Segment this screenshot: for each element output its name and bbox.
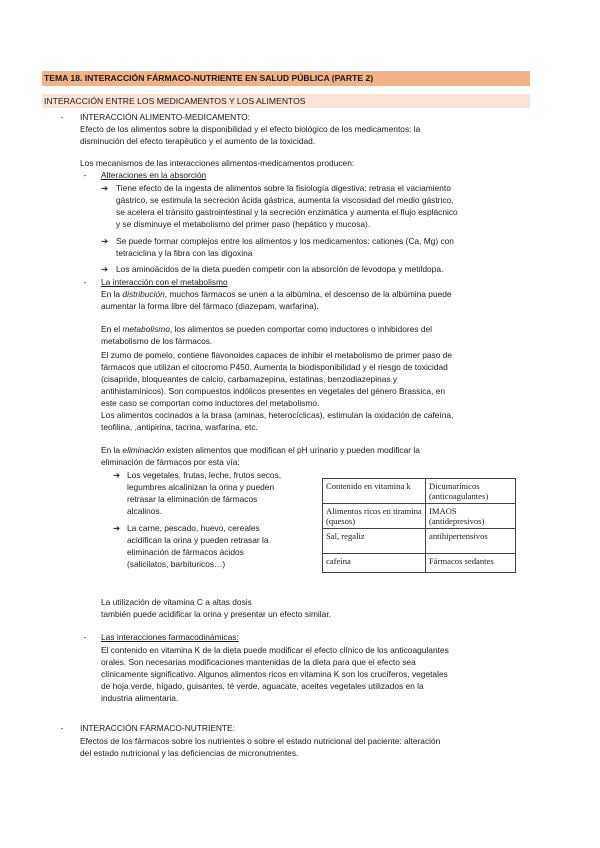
s1-line: Efecto de los alimentos sobre la disponibilidad y el efecto biológico de los medicamentos: la bbox=[80, 124, 421, 134]
table-cell: cafeína bbox=[323, 554, 426, 573]
arrow-bullet-icon: ➔ bbox=[101, 264, 109, 274]
eliminacion-e2-line: acidifican la orina y pueden retrasar la bbox=[127, 535, 269, 545]
absorcion-a1-line: se acelera el tránsito gastrointestinal y la secreción enzimática y aumenta el flujo esplácnico bbox=[116, 207, 458, 217]
absorcion-a1-line: y se disminuye el metabolismo del primer paso (hepático y mucosa). bbox=[116, 219, 371, 229]
arrow-bullet-icon: ➔ bbox=[101, 183, 109, 193]
eliminacion-e2-line: eliminación de fármacos ácidos bbox=[127, 547, 244, 557]
pomelo-line: teofilina, ,antipirina, tacrina, warfarina, etc. bbox=[101, 422, 258, 432]
page-title: TEMA 18. INTERACCIÓN FÁRMACO-NUTRIENTE EN SALUD PÚBLICA (PARTE 2) bbox=[42, 71, 530, 86]
eliminacion-line: eliminación de fármacos por esta vía: bbox=[101, 457, 240, 467]
s2-heading: INTERACCIÓN FÁRMACO-NUTRIENTE: bbox=[80, 723, 235, 733]
table-row bbox=[323, 504, 516, 529]
interaction-table bbox=[322, 478, 516, 573]
mechanisms-intro: Los mecanismos de las interacciones alimentos-medicamentos producen: bbox=[80, 158, 355, 168]
absorcion-heading: Alteraciones en la absorción bbox=[101, 170, 207, 180]
absorcion-a3: Los aminoácidos de la dieta pueden competir con la absorción de levodopa y metildopa. bbox=[116, 264, 444, 274]
table-cell: Alimentos ricos en tiramina (quesos) bbox=[323, 504, 426, 529]
table-cell: IMAOS (antidepresivos) bbox=[426, 504, 516, 529]
pomelo-line: fármacos que utilizan el citocromo P450. Aumenta la biodisponibilidad y el riesgo de toxicidad bbox=[101, 362, 448, 372]
pomelo-line: Los alimentos cocinados a la brasa (aminas, heterocíclicas), estimulan la oxidación de cafeína, bbox=[101, 410, 454, 420]
eliminacion-e1-line: retrasar la eliminación de fármacos bbox=[127, 494, 258, 504]
section-header: INTERACCIÓN ENTRE LOS MEDICAMENTOS Y LOS ALIMENTOS bbox=[42, 94, 530, 108]
pomelo-line: El zumo de pomelo, contiene flavonoides capaces de inhibir el metabolismo de primer paso de bbox=[101, 350, 453, 360]
dash-bullet: - bbox=[60, 112, 64, 122]
absorcion-a1-line: gástrico, se estimula la secreción ácida gástrica, aumenta la viscosidad del medio gástrico, bbox=[116, 195, 454, 205]
table-cell: Fármacos sedantes bbox=[426, 554, 516, 573]
s2-line: del estado nutricional y las deficiencias de micronutrientes. bbox=[80, 748, 299, 758]
vitamina-c-line: La utilización de vitamina C a altas dosis bbox=[101, 597, 252, 607]
eliminacion-e1-line: legumbres alcalinizan la orina y pueden bbox=[127, 482, 275, 492]
eliminacion-e2-line: (salicilatos, barbituricos…) bbox=[127, 559, 226, 569]
dash-bullet: - bbox=[83, 170, 87, 180]
arrow-bullet-icon: ➔ bbox=[113, 470, 121, 480]
table-row bbox=[323, 529, 516, 554]
metabolismo-heading: La interacción con el metabolismo bbox=[101, 277, 228, 287]
s2-line: Efectos de los fármacos sobre los nutrientes o sobre el estado nutricional del paciente: alteración bbox=[80, 736, 441, 746]
dash-bullet: - bbox=[83, 277, 87, 287]
table-cell: Contenido en vitamina k bbox=[323, 479, 426, 504]
eliminacion-e2-line: La carne, pescado, huevo, cereales bbox=[127, 523, 260, 533]
table-cell: Sal, regaliz bbox=[323, 529, 426, 554]
vitamina-c-line: también puede acidificar la orina y presentar un efecto similar. bbox=[101, 609, 331, 619]
distribucion-line: En la distribución, muchos fármacos se unen a la albúmina, el descenso de la albúmina puede bbox=[101, 289, 452, 299]
distribucion-line: aumentar la forma libre del fármaco (diazepam, warfarina). bbox=[101, 301, 319, 311]
metabolismo-line: En el metabolismo, los alimentos se pueden comportar como inductores o inhibidores del bbox=[101, 324, 433, 334]
dash-bullet: - bbox=[60, 723, 64, 733]
table-row bbox=[323, 479, 516, 504]
table-cell: Dicumarínicos (anticoagulantes) bbox=[426, 479, 516, 504]
s1-line: disminución del efecto terapéutico y el aumento de la toxicidad. bbox=[80, 136, 316, 146]
absorcion-a1-line: Tiene efecto de la ingesta de alimentos sobre la fisiología digestiva: retrasa el vaciamiento bbox=[116, 183, 451, 193]
farmacodinamicas-line: orales. Son necesarias modificaciones mantenidas de la dieta para que el efecto sea bbox=[101, 657, 416, 667]
pomelo-line: antihistamínicos). Son compuestos indólicos presentes en vegetales del género Brassica, en bbox=[101, 386, 446, 396]
table-row bbox=[323, 554, 516, 573]
table-cell: antihipertensivos bbox=[426, 529, 516, 554]
absorcion-a2-line: tetraciclina y la fibra con las digoxina bbox=[116, 248, 253, 258]
farmacodinamicas-heading: Las interacciones farmacodinámicas: bbox=[101, 632, 239, 642]
dash-bullet: - bbox=[83, 632, 87, 642]
metabolismo-line: metabolismo de los fármacos. bbox=[101, 336, 213, 346]
farmacodinamicas-line: clínicamente significativo. Algunos alimentos ricos en vitamina K son los crucíferos, vegetales bbox=[101, 669, 448, 679]
s1-heading: INTERACCIÓN ALIMENTO-MEDICAMENTO: bbox=[80, 112, 250, 122]
eliminacion-e1-line: alcalinos. bbox=[127, 506, 162, 516]
pomelo-line: (cisapride, bloqueantes de calcio, carbamazepina, estatinas, benzodiazepinas y bbox=[101, 374, 398, 384]
eliminacion-line: En la eliminación existen alimentos que modifican el pH urinario y pueden modificar la bbox=[101, 445, 420, 455]
absorcion-a2-line: Se puede formar complejos entre los alimentos y los medicamentos: cationes (Ca, Mg) con bbox=[116, 236, 454, 246]
arrow-bullet-icon: ➔ bbox=[113, 523, 121, 533]
farmacodinamicas-line: El contenido en vitamina K de la dieta puede modificar el efecto clínico de los anticoagulantes bbox=[101, 645, 449, 655]
farmacodinamicas-line: de hoja verde, hígado, guisantes, té verde, aguacate, aceites vegetales utilizados en la bbox=[101, 681, 424, 691]
pomelo-line: este caso se comportan como inductores del metabolismo. bbox=[101, 398, 320, 408]
eliminacion-e1-line: Los vegetales, frutas, leche, frutos secos, bbox=[127, 470, 282, 480]
arrow-bullet-icon: ➔ bbox=[101, 236, 109, 246]
farmacodinamicas-line: industria alimentaria. bbox=[101, 693, 179, 703]
